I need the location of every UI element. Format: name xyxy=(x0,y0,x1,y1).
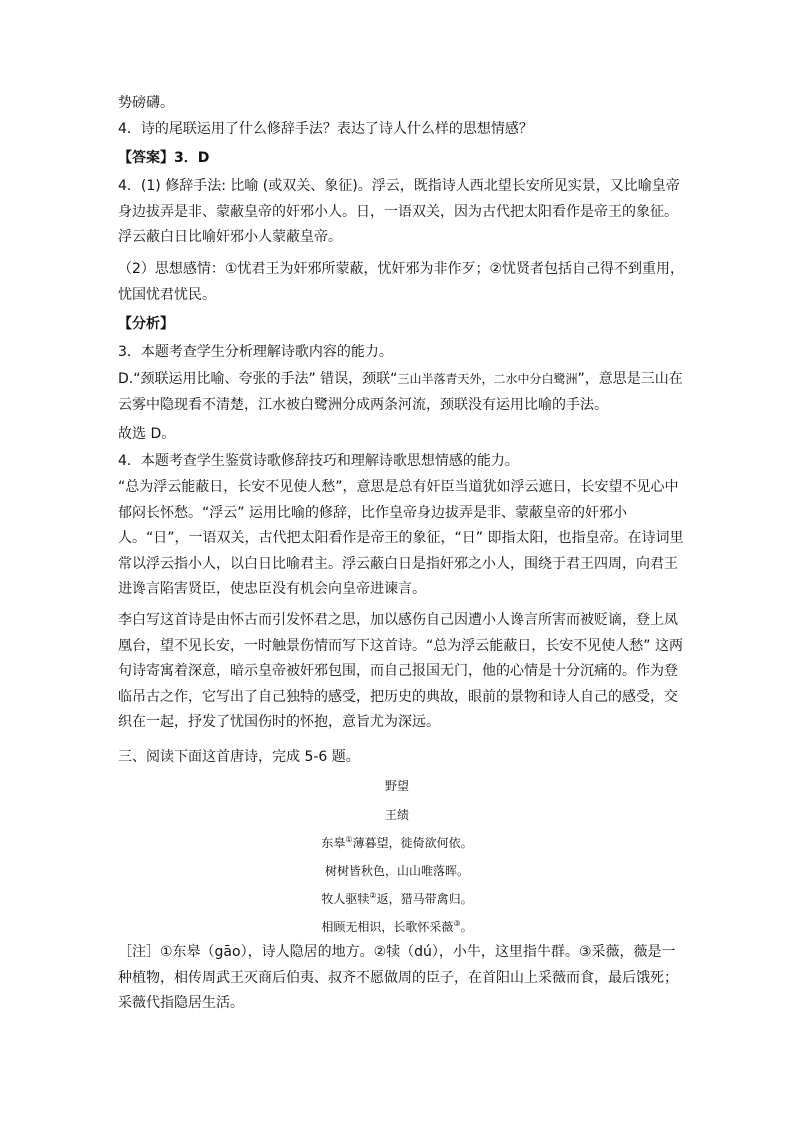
footnote-mark-3: ③ xyxy=(453,919,461,928)
analysis-3-body xyxy=(118,367,684,418)
poem-line-4 xyxy=(0,913,794,941)
analysis-heading: 【分析】 xyxy=(118,316,174,332)
analysis-4-context: 李白写这首诗是由怀古而引发怀君之思，加以感伤自己因遭小人谗言所害而被贬谪，登上凤凰台，望不见长安，一时触景伤情而写下这首诗。“总为浮云能蔽日，长安不见使人愁” 这两句诗寄寓着深意，暗示皇帝被奸邪包围，而自己报国无门，他的心情是十分沉痛的。作为登临吊古之作，它写出了自己独特的感受，把历史的典故，眼前的景物和诗人自己的感受，交织在一起，抒发了忧国伤时的怀抱，意旨尤为深远。 xyxy=(118,612,683,730)
analysis-3-conclusion: 故选 D。 xyxy=(118,426,176,442)
analysis-3-quote: 三山半落青天外，二水中分白鹭洲 xyxy=(397,372,578,386)
analysis-3-intro: 3．本题考查学生分析理解诗歌内容的能力。 xyxy=(118,344,393,360)
footnote-mark-1: ① xyxy=(345,835,353,844)
poem-line-1-b: 薄暮望，徙倚欲何依。 xyxy=(352,836,473,850)
poem-notes: ［注］①东皋（gāo），诗人隐居的地方。②犊（dú），小牛，这里指牛群。③采薇，薇是一种植物，相传周武王灭商后伯夷、叔齐不愿做周的臣子，在首阳山上采薇而食，最后饿死；采薇代指隐居生活。 xyxy=(118,944,678,1011)
text-fragment: 势磅礴。 xyxy=(118,95,174,111)
question-4: 4．诗的尾联运用了什么修辞手法？表达了诗人什么样的思想情感？ xyxy=(118,121,533,137)
poem-author: 王绩 xyxy=(384,808,409,822)
analysis-3-text-c: ”，意思是三山在云雾中隐现看不清楚，江水被白鹭洲分成两条河流，颈联没有运用比喻的手法。 xyxy=(118,371,683,413)
poem-line-3 xyxy=(0,885,794,913)
section-3-heading: 三、阅读下面这首唐诗，完成 5-6 题。 xyxy=(118,749,360,765)
poem-line-3-b: 返，猎马带禽归。 xyxy=(376,892,473,906)
analysis-4-body: “总为浮云能蔽日，长安不见使人愁”，意思是总有奸臣当道犹如浮云遮日，长安望不见心中郁闷长怀愁。“浮云” 运用比喻的修辞，比作皇帝身边拔弄是非、蒙蔽皇帝的奸邪小人。“日”，一语双关，古代把太阳看作是帝王的象征，“日” 即指太阳，也指皇帝。在诗词里常以浮云指小人，以白日比喻君主。浮云蔽白日是指奸邪之小人，围绕于君王四周，向君王进谗言陷害贤臣，使忠臣没有机会向皇帝进谏言。 xyxy=(118,479,684,597)
poem-line-1 xyxy=(0,829,794,857)
poem-line-1-a: 东皋 xyxy=(321,836,346,850)
poem-line-2: 树树皆秋色，山山唯落晖。 xyxy=(324,864,469,878)
answer-heading: 【答案】3．D xyxy=(118,150,210,166)
analysis-3-text-a: D.“颈联运用比喻、夸张的手法” 错误，颈联“ xyxy=(118,371,398,387)
analysis-4-intro: 4．本题考查学生鉴赏诗歌修辞技巧和理解诗歌思想情感的能力。 xyxy=(118,453,519,469)
answer-4-part1: 4．(1) 修辞手法: 比喻 (或双关、象征)。浮云，既指诗人西北望长安所见实景，又比喻皇帝身边拔弄是非、蒙蔽皇帝的奸邪小人。日，一语双关，因为古代把太阳看作是帝王的象征。浮云蔽白日比喻奸邪小人蒙蔽皇帝。 xyxy=(118,178,680,245)
poem-line-3-a: 牧人驱犊 xyxy=(321,892,370,906)
poem-title: 野望 xyxy=(384,779,409,793)
poem-line-4-b: 。 xyxy=(460,920,473,934)
answer-4-part2: （2）思想感情：①忧君王为奸邪所蒙蔽，忧奸邪为非作歹；②忧贤者包括自己得不到重用，忧国忧君忧民。 xyxy=(118,261,685,303)
poem-line-4-a: 相顾无相识，长歌怀采薇 xyxy=(321,920,454,934)
footnote-mark-2: ② xyxy=(369,891,377,900)
